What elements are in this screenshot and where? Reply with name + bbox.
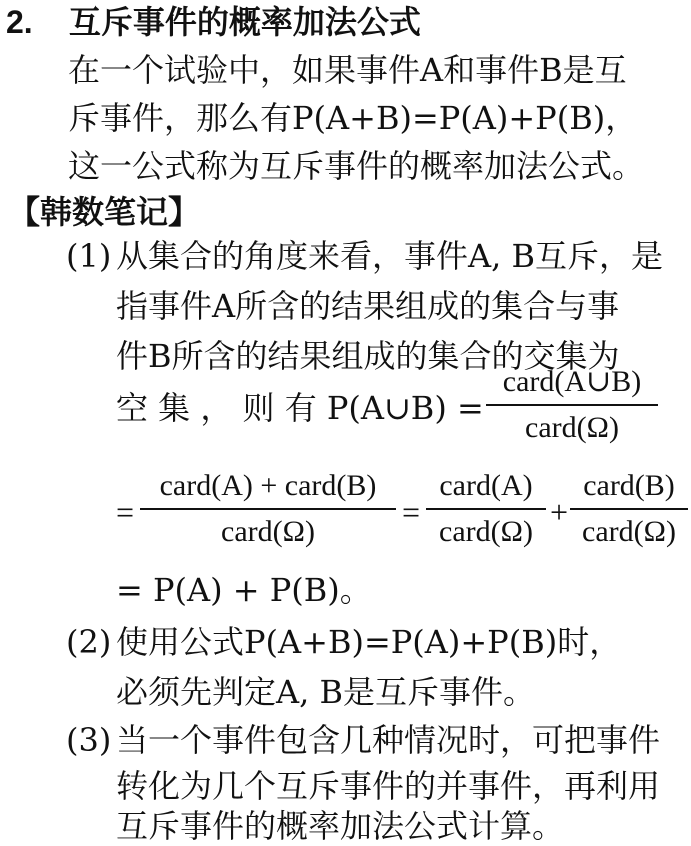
fraction-4-bar: [570, 508, 688, 510]
notes-title: 【韩数笔记】: [8, 193, 201, 231]
plus-sign: +: [550, 494, 569, 530]
section-heading: [6, 2, 421, 42]
fraction-1-denominator: card(Ω): [525, 411, 619, 444]
fraction-card-union: [486, 362, 658, 448]
intro-line-1: 在一个试验中，如果事件A和事件B是互: [68, 51, 627, 89]
note-3-line-1: 当一个事件包含几种情况时，可把事件: [116, 721, 661, 759]
note-3-line-2: 转化为几个互斥事件的并事件，再利用: [116, 767, 661, 805]
fraction-4-denominator: card(Ω): [582, 515, 676, 548]
fraction-card-sum: [140, 466, 396, 552]
intro-line-2: 斥事件，那么有P(A+B)=P(A)+P(B)，: [68, 99, 638, 137]
note-3-line-3: 互斥事件的概率加法公式计算。: [116, 807, 565, 845]
equals-sign-1: =: [116, 494, 135, 530]
fraction-2-denominator: card(Ω): [221, 515, 315, 548]
fraction-3-denominator: card(Ω): [439, 515, 533, 548]
intro-line-3: 这一公式称为互斥事件的概率加法公式。: [68, 147, 645, 185]
note-1-line-3: 件B所含的结果组成的集合的交集为: [116, 337, 620, 375]
fraction-1-bar: [486, 404, 658, 406]
note-1-marker: (1): [66, 237, 112, 275]
note-1-line-4-prefix: 空 集 ， 则 有 P(A∪B) =: [116, 389, 484, 427]
section-title: 互斥事件的概率加法公式: [68, 3, 421, 41]
fraction-card-b: [570, 466, 688, 552]
section-number: 2.: [6, 4, 33, 40]
fraction-2-bar: [140, 508, 396, 510]
note-1-result-line: = P(A) + P(B)。: [116, 571, 372, 609]
note-2-line-1: 使用公式P(A+B)=P(A)+P(B)时，: [116, 623, 622, 661]
fraction-3-numerator: card(A): [439, 469, 533, 502]
note-2-line-2: 必须先判定A, B是互斥事件。: [116, 673, 535, 711]
equals-sign-2: =: [402, 494, 421, 530]
note-1-line-2: 指事件A所含的结果组成的集合与事: [116, 287, 620, 325]
note-3-marker: (3): [66, 721, 112, 759]
fraction-1-numerator: card(A∪B): [502, 365, 642, 398]
note-2-marker: (2): [66, 623, 112, 661]
note-1-line-1: 从集合的角度来看，事件A, B互斥，是: [116, 237, 663, 275]
fraction-3-bar: [426, 508, 546, 510]
fraction-2-numerator: card(A) + card(B): [159, 469, 377, 502]
fraction-4-numerator: card(B): [583, 469, 675, 502]
fraction-card-a: [426, 466, 546, 552]
